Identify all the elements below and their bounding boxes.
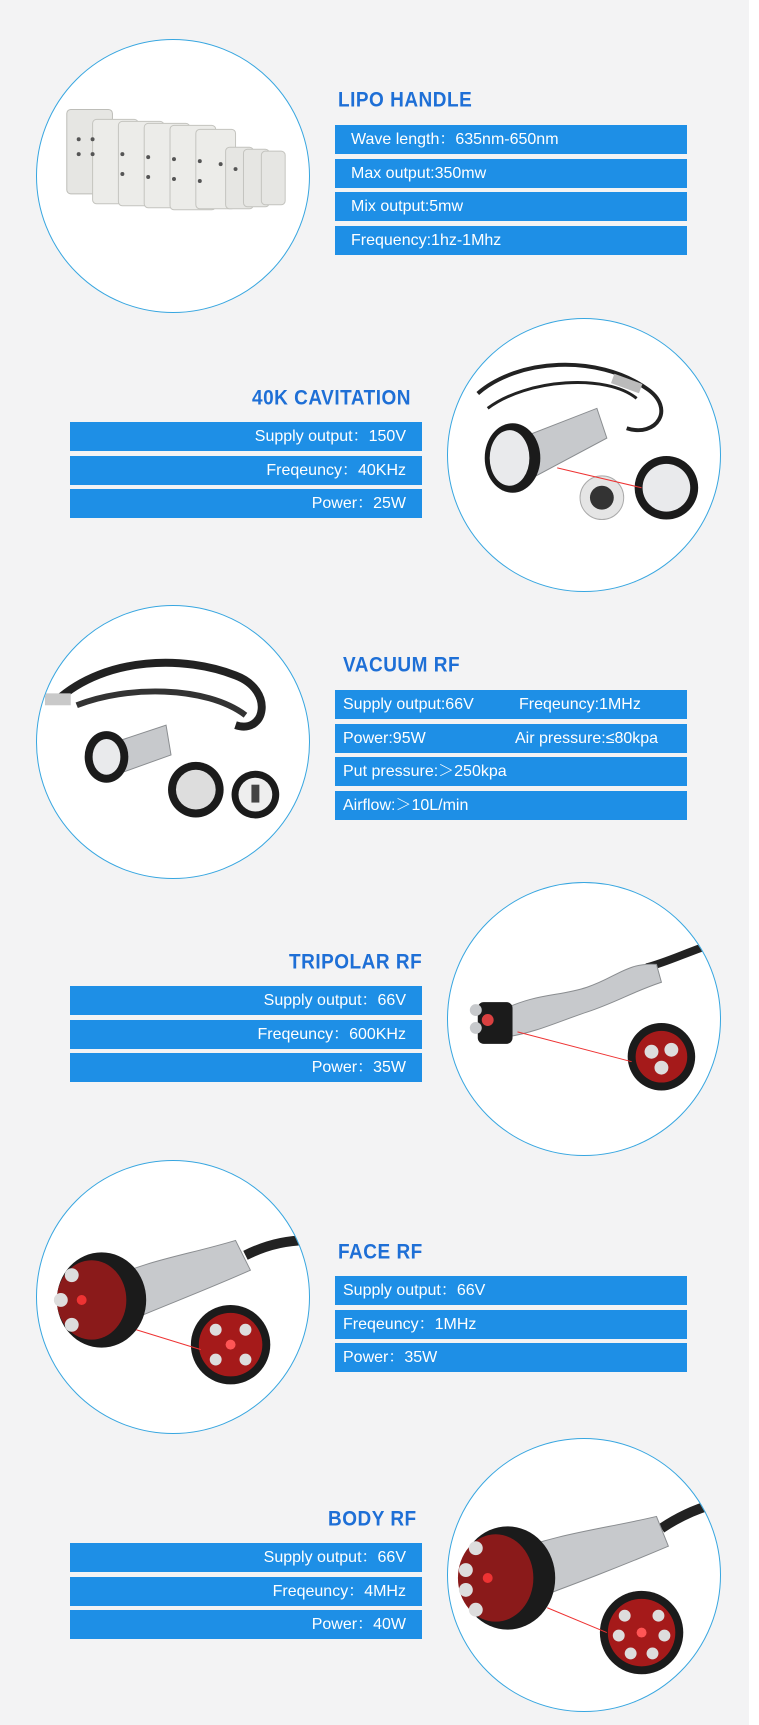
spec-line: Supply output：66V [335,1276,687,1305]
section-title-40k-cavitation: 40K CAVITATION [252,386,412,410]
section-title-vacuum-rf: VACUUM RF [343,653,461,677]
section-title-lipo-handle: LIPO HANDLE [338,88,473,112]
body-rf-handpiece-image [447,1438,721,1712]
spec-list-tripolar-rf [70,986,422,1087]
spec-list-face-rf [335,1276,687,1377]
spec-list-lipo-handle [335,125,687,259]
spec-line: Airflow:＞10L/min [335,791,687,820]
spec-value: Supply output:66V [343,696,474,713]
spec-line [335,724,687,753]
spec-line: Wave length：635nm-650nm [335,125,687,154]
spec-line: Supply output：66V [70,1543,422,1572]
spec-line: Freqeuncy：600KHz [70,1020,422,1049]
spec-line: Power：40W [70,1610,422,1639]
lipo-pads-image [36,39,310,313]
face-rf-handpiece-image [36,1160,310,1434]
spec-list-40k-cavitation [70,422,422,523]
spec-line: Put pressure:＞250kpa [335,757,687,786]
spec-line: Supply output：150V [70,422,422,451]
spec-list-body-rf [70,1543,422,1644]
spec-value: Power:95W [343,729,426,747]
spec-value: Freqeuncy:1MHz [519,696,641,713]
cavitation-handpiece-image [447,318,721,592]
spec-line: Freqeuncy：4MHz [70,1577,422,1606]
spec-line: Freqeuncy：1MHz [335,1310,687,1339]
vacuum-rf-handpiece-image [36,605,310,879]
spec-list-vacuum-rf [335,690,687,824]
spec-line: Frequency:1hz-1Mhz [335,226,687,255]
page-edge-strip [749,0,759,1725]
spec-line: Mix output:5mw [335,192,687,221]
spec-line [335,690,687,719]
tripolar-rf-handpiece-image [447,882,721,1156]
section-title-face-rf: FACE RF [338,1240,423,1264]
spec-line: Power：35W [335,1343,687,1372]
spec-line: Freqeuncy：40KHz [70,456,422,485]
spec-line: Power：35W [70,1053,422,1082]
spec-line: Max output:350mw [335,159,687,188]
spec-line: Supply output：66V [70,986,422,1015]
spec-value: Air pressure:≤80kpa [515,729,659,747]
section-title-tripolar-rf: TRIPOLAR RF [289,950,423,974]
section-title-body-rf: BODY RF [328,1507,417,1531]
spec-line: Power：25W [70,489,422,518]
